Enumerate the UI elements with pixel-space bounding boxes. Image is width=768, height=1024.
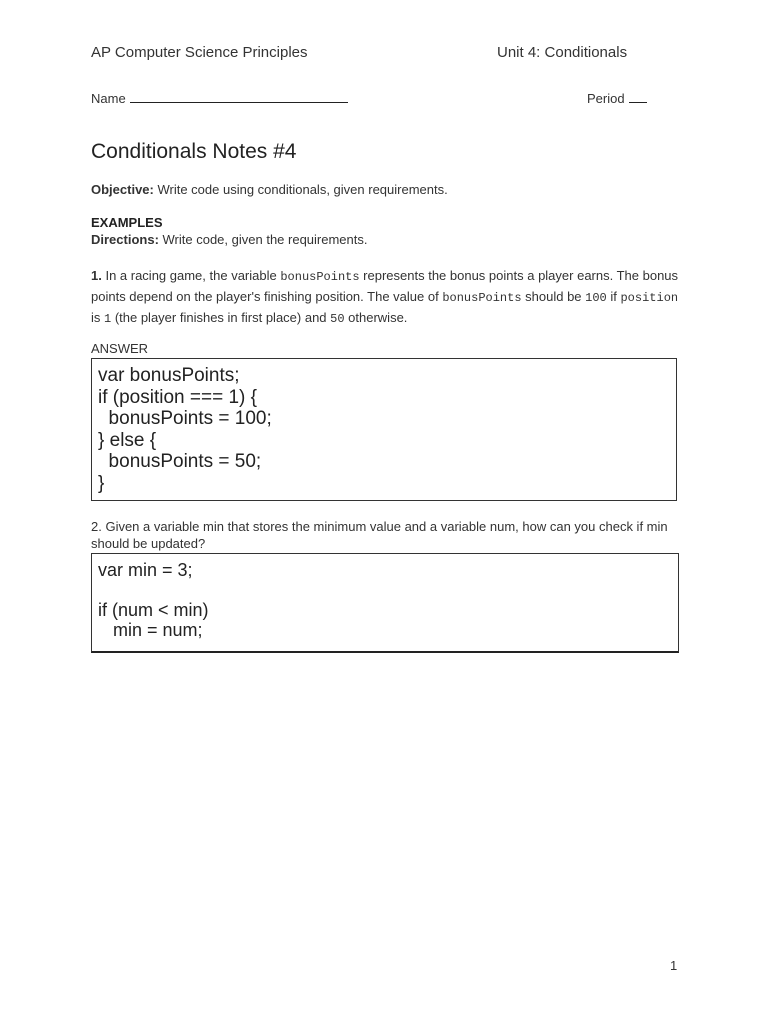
period-field — [587, 90, 647, 106]
name-blank[interactable] — [130, 90, 348, 103]
question-2: 2. Given a variable min that stores the minimum value and a variable num, how can you check if min should be updated? — [91, 519, 668, 551]
q1-text: should be — [521, 289, 586, 304]
examples-heading: EXAMPLES — [91, 215, 163, 230]
objective-label: Objective: — [91, 182, 154, 197]
objective-text: Write code using conditionals, given requirements. — [153, 182, 448, 197]
q1-code: position — [620, 291, 679, 305]
answer-1-box[interactable] — [91, 358, 677, 501]
question-1-number: 1. — [91, 268, 102, 283]
code-line: if (position === 1) { — [98, 386, 257, 408]
code-line: min = num; — [98, 620, 203, 640]
name-field — [91, 90, 348, 106]
period-blank[interactable] — [629, 90, 647, 103]
q1-text: otherwise. — [344, 310, 408, 325]
q1-code: 50 — [330, 312, 345, 326]
q1-text: is — [91, 310, 104, 325]
q1-text: In a racing game, the variable — [101, 268, 281, 283]
page-number: 1 — [670, 958, 678, 973]
directions-text: Write code, given the requirements. — [158, 232, 368, 247]
objective — [91, 182, 448, 197]
page-title: Conditionals Notes #4 — [91, 140, 297, 163]
code-line: } else { — [98, 429, 157, 451]
code-line: } — [98, 472, 105, 494]
code-line: bonusPoints = 100; — [98, 408, 272, 429]
code-line — [98, 580, 672, 600]
answer-label: ANSWER — [91, 341, 149, 356]
question-1 — [91, 266, 681, 329]
unit-header: Unit 4: Conditionals — [497, 44, 628, 61]
directions-label: Directions: — [91, 232, 159, 247]
code-line: var bonusPoints; — [98, 365, 240, 386]
q1-code: bonusPoints — [280, 270, 360, 284]
code-line: var min = 3; — [98, 560, 193, 580]
q1-text: represents the bonus points a player earns. The bonus points depend on the player's finishing position. The value of — [91, 268, 679, 304]
code-line: bonusPoints = 50; — [98, 451, 262, 472]
q1-code: bonusPoints — [442, 291, 522, 305]
course-header: AP Computer Science Principles — [91, 44, 308, 61]
q1-text: (the player finishes in first place) and — [111, 310, 331, 325]
q1-text: if — [606, 289, 621, 304]
name-label: Name — [91, 91, 126, 106]
answer-2-box[interactable] — [91, 553, 679, 653]
directions — [91, 232, 368, 247]
period-label: Period — [587, 91, 625, 106]
code-line: if (num < min) — [98, 600, 209, 620]
q1-code: 1 — [104, 312, 112, 326]
q1-code: 100 — [585, 291, 607, 305]
